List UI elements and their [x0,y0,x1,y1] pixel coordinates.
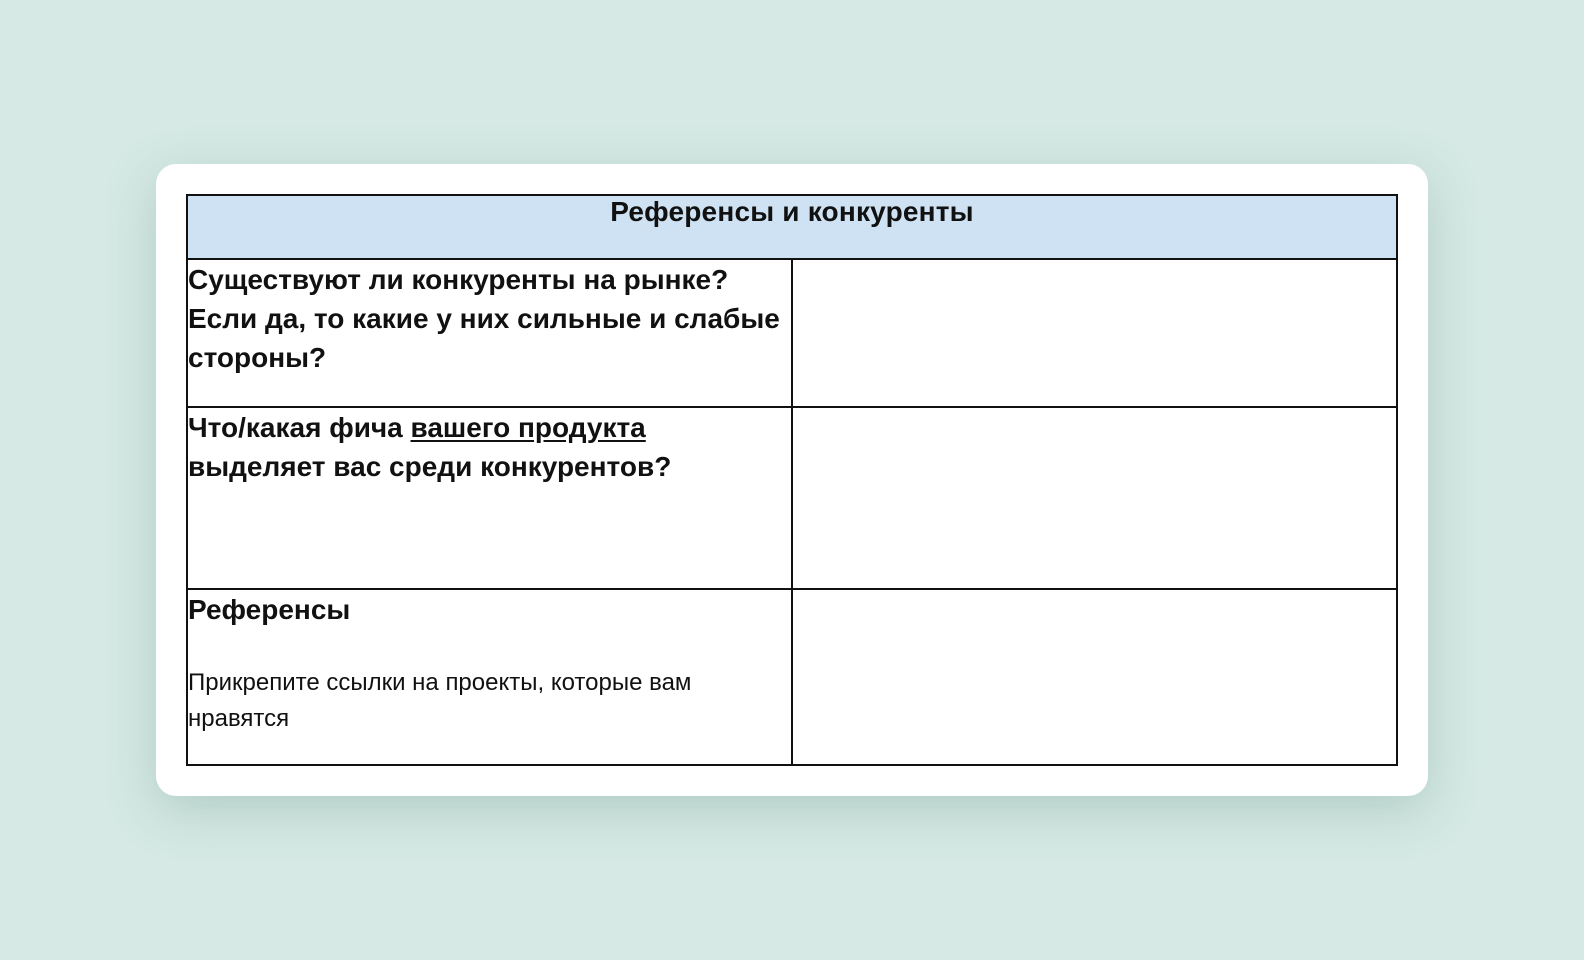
question-feature [188,408,791,486]
table-header-row [187,195,1397,259]
question-cell-competitors [187,259,792,407]
question-competitors: Существуют ли конкуренты на рынке? Если да, то какие у них сильные и слабые стороны? [188,264,780,374]
references-competitors-table [186,194,1398,766]
question-cell-feature [187,407,792,590]
question-feature-prefix: Что/какая фича [188,411,411,443]
answer-cell-competitors[interactable] [792,259,1397,407]
question-feature-underlined: вашего продукта [410,411,646,443]
answer-cell-feature[interactable] [792,407,1397,590]
table-title: Референсы и конкуренты [187,195,1397,259]
table-row [187,259,1397,407]
table-row [187,407,1397,590]
answer-cell-references[interactable] [792,589,1397,765]
document-card [156,164,1428,796]
table-row [187,589,1397,765]
question-feature-suffix: выделяет вас среди конкурентов? [188,450,672,482]
references-hint: Прикрепите ссылки на проекты, которые вам нравятся [188,669,692,733]
question-references: Референсы [188,594,351,626]
question-cell-references [187,589,792,765]
